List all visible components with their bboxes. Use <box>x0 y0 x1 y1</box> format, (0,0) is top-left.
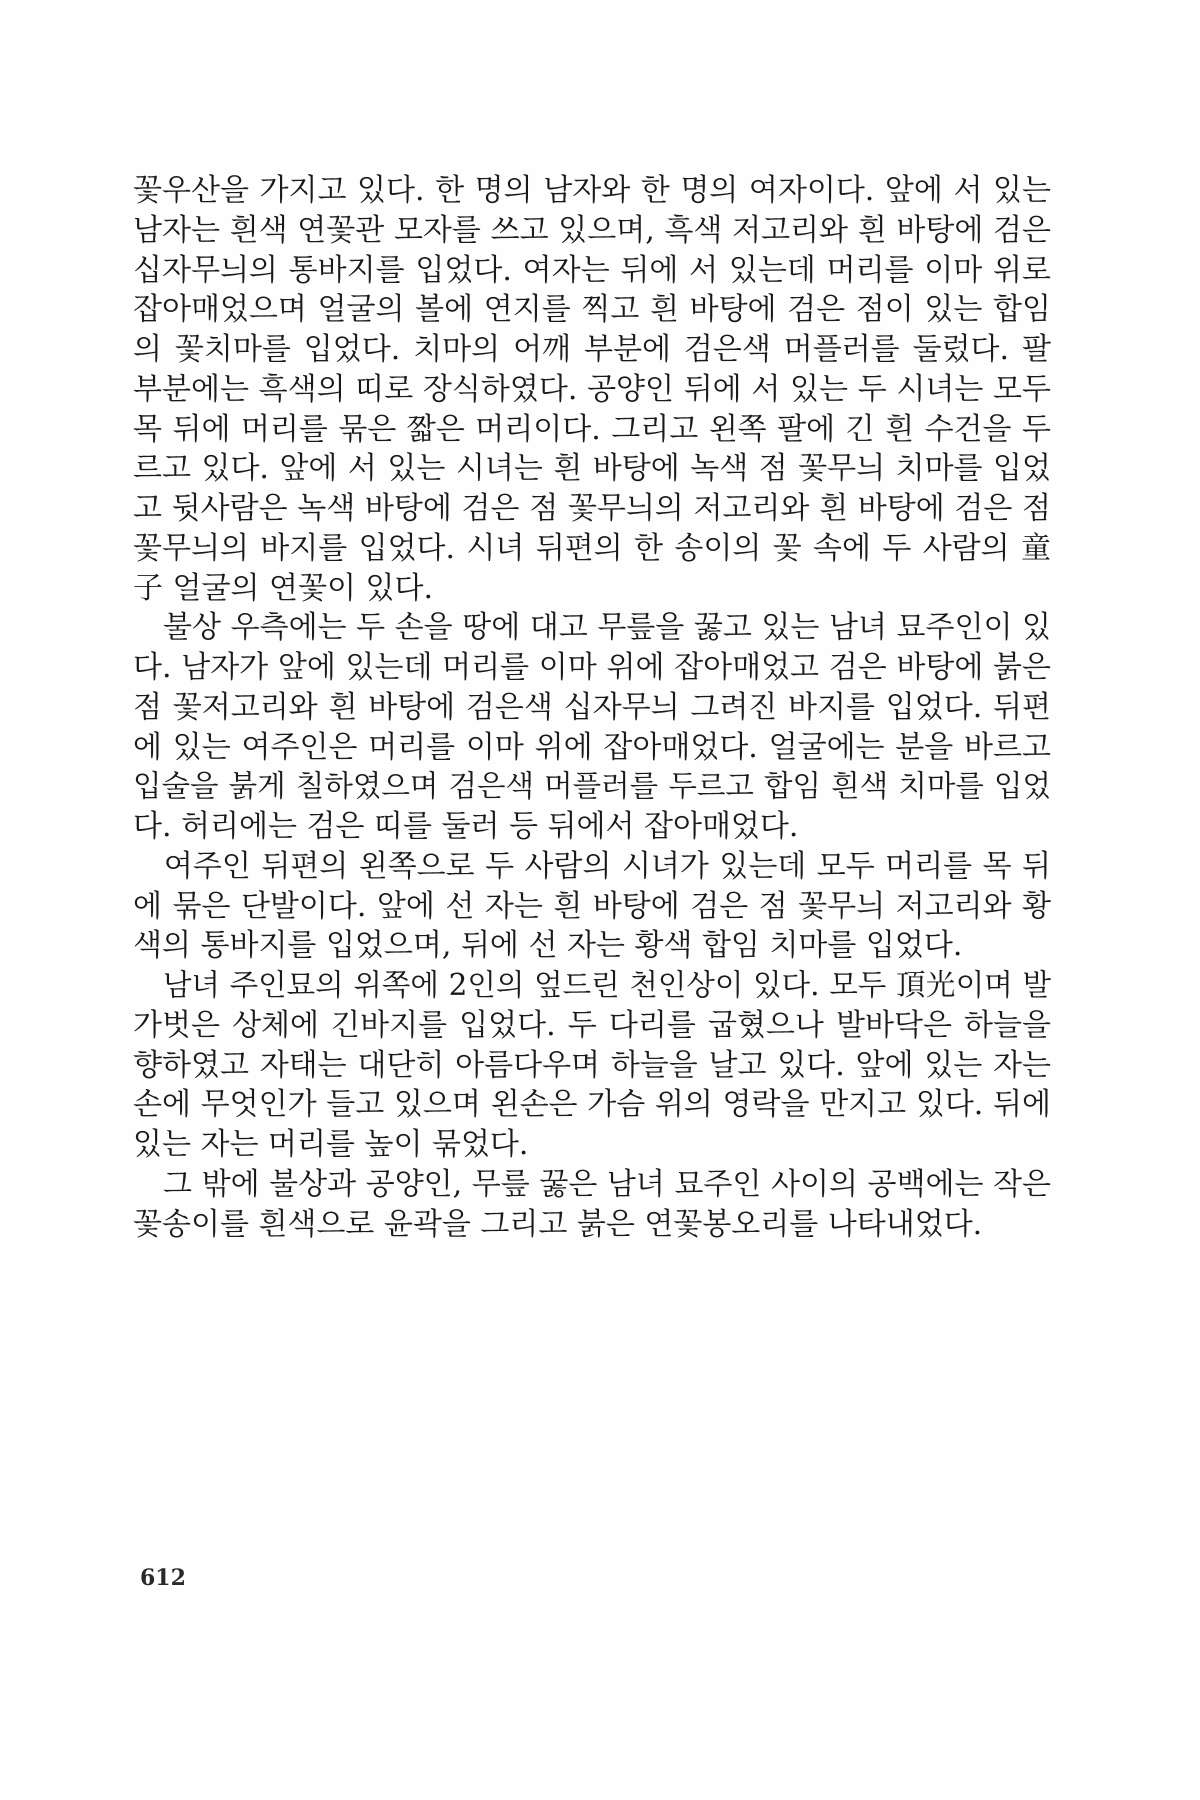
text-line: 꽃송이를 흰색으로 윤곽을 그리고 붉은 연꽃봉오리를 나타내었다. <box>133 1206 983 1242</box>
text-line: 있는 자는 머리를 높이 묶었다. <box>133 1127 529 1162</box>
text-line: 의 꽃치마를 입었다. 치마의 어깨 부분에 검은색 머플러를 둘렀다. 팔 <box>133 332 1051 367</box>
text-line: 여주인 뒤편의 왼쪽으로 두 사람의 시녀가 있는데 모두 머리를 목 뒤 <box>133 848 1051 884</box>
text-line: 子 얼굴의 연꽃이 있다. <box>133 570 433 606</box>
text-line: 손에 무엇인가 들고 있으며 왼손은 가슴 위의 영락을 만지고 있다. 뒤에 <box>133 1087 1051 1123</box>
text-line: 가벗은 상체에 긴바지를 입었다. 두 다리를 굽혔으나 발바닥은 하늘을 <box>133 1007 1051 1043</box>
text-line: 남자는 흰색 연꽃관 모자를 쓰고 있으며, 흑색 저고리와 흰 바탕에 검은 <box>133 212 1051 248</box>
text-line: 꽃우산을 가지고 있다. 한 명의 남자와 한 명의 여자이다. 앞에 서 있는 <box>133 173 1051 208</box>
text-line: 잡아매었으며 얼굴의 볼에 연지를 찍고 흰 바탕에 검은 점이 있는 합임 <box>133 292 1051 328</box>
page-number: 612 <box>140 1565 186 1591</box>
text-line: 꽃무늬의 바지를 입었다. 시녀 뒤편의 한 송이의 꽃 속에 두 사람의 童 <box>133 530 1051 566</box>
text-line: 불상 우측에는 두 손을 땅에 대고 무릎을 꿇고 있는 남녀 묘주인이 있 <box>133 610 1051 646</box>
text-line: 십자무늬의 통바지를 입었다. 여자는 뒤에 서 있는데 머리를 이마 위로 <box>133 252 1051 288</box>
text-line: 르고 있다. 앞에 서 있는 시녀는 흰 바탕에 녹색 점 꽃무늬 치마를 입었 <box>133 451 1051 487</box>
text-line: 다. 남자가 앞에 있는데 머리를 이마 위에 잡아매었고 검은 바탕에 붉은 <box>133 650 1051 685</box>
text-line: 그 밖에 불상과 공양인, 무릎 꿇은 남녀 묘주인 사이의 공백에는 작은 <box>133 1166 1051 1202</box>
text-line: 부분에는 흑색의 띠로 장식하였다. 공양인 뒤에 서 있는 두 시녀는 모두 <box>133 371 1051 407</box>
text-line: 색의 통바지를 입었으며, 뒤에 선 자는 황색 합임 치마를 입었다. <box>133 928 963 964</box>
body-text <box>133 171 1051 1244</box>
text-line: 점 꽃저고리와 흰 바탕에 검은색 십자무늬 그려진 바지를 입었다. 뒤편 <box>133 689 1051 725</box>
text-line: 남녀 주인묘의 위쪽에 2인의 엎드린 천인상이 있다. 모두 頂光이며 발 <box>133 968 1051 1002</box>
text-line: 고 뒷사람은 녹색 바탕에 검은 점 꽃무늬의 저고리와 흰 바탕에 검은 점 <box>133 491 1051 526</box>
text-line: 다. 허리에는 검은 띠를 둘러 등 뒤에서 잡아매었다. <box>133 809 799 844</box>
text-line: 에 묶은 단발이다. 앞에 선 자는 흰 바탕에 검은 점 꽃무늬 저고리와 황 <box>133 888 1051 924</box>
text-line: 목 뒤에 머리를 묶은 짧은 머리이다. 그리고 왼쪽 팔에 긴 흰 수건을 두 <box>133 411 1051 447</box>
text-line: 입술을 붉게 칠하였으며 검은색 머플러를 두르고 합임 흰색 치마를 입었 <box>133 769 1051 804</box>
text-line: 향하였고 자태는 대단히 아름다우며 하늘을 날고 있다. 앞에 있는 자는 <box>133 1047 1051 1083</box>
text-line: 에 있는 여주인은 머리를 이마 위에 잡아매었다. 얼굴에는 분을 바르고 <box>133 729 1051 765</box>
